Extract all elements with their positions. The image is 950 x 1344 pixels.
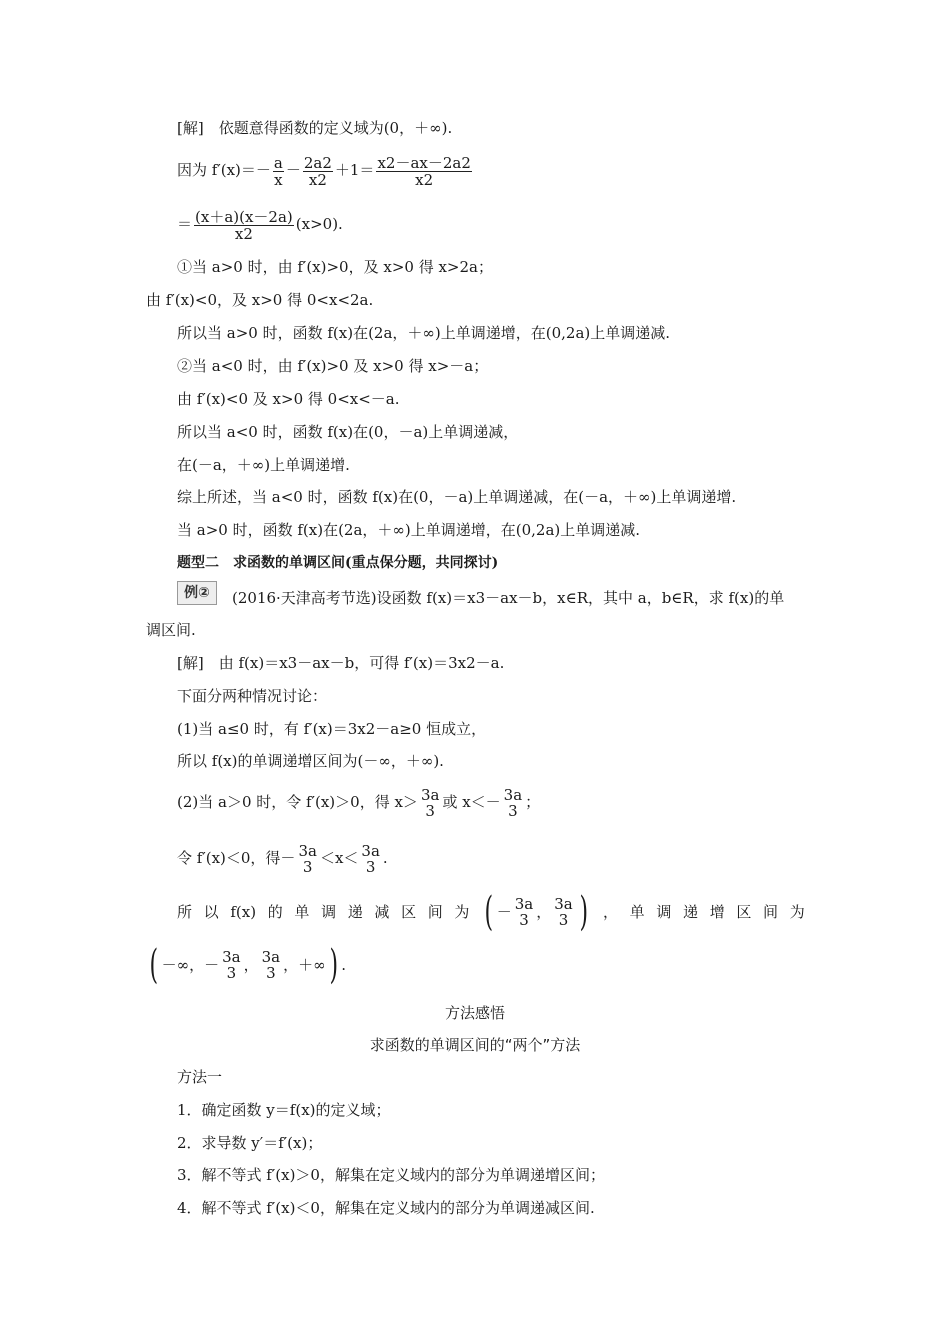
fraction-denominator: 3 (226, 964, 237, 982)
fraction-numerator: x2－ax－2a2 (377, 153, 471, 172)
fraction-numerator: 3a (503, 786, 523, 804)
case-2-conclusion-b: 在(－a，＋∞)上单调递增. (177, 456, 350, 474)
fraction-numerator: 3a (514, 895, 534, 913)
decreasing-interval (481, 889, 591, 935)
case-2-decrease-line: 由 f′(x)<0 及 x>0 得 0<x<－a. (177, 390, 400, 408)
word: 单 (629, 903, 645, 921)
example-solution-line-2: 下面分两种情况讨论： (177, 687, 328, 705)
word: 间 (427, 903, 443, 921)
fraction-denominator: 3 (302, 858, 313, 876)
fraction-numerator: 3a (222, 948, 241, 966)
example-solution-line-4: 所以 f(x)的单调递增区间为(－∞，＋∞). (177, 752, 444, 770)
word: 减 (374, 903, 390, 921)
word: 调 (321, 903, 337, 921)
example-question-line-1: (2016·天津高考节选)设函数 f(x)＝x3－ax－b，x∈R，其中 a，b∈R，求 f(x)的单 (232, 589, 785, 607)
section-heading-type-2: 题型二 求函数的单调区间(重点保分题，共同探讨) (177, 555, 499, 571)
derivative-text-c: ＋1＝ (334, 161, 375, 179)
fraction-denominator: x2 (234, 224, 253, 243)
interval-text-a: －∞，－ (161, 956, 220, 974)
word: 的 (267, 903, 283, 921)
case-1-line: ①当 a>0 时，由 f′(x)>0，及 x>0 得 x>2a； (177, 258, 493, 276)
word: 递 (347, 903, 363, 921)
derivative-text-b: － (285, 161, 301, 179)
method-step-2: 2．求导数 y′＝f′(x)； (177, 1134, 323, 1152)
example-question-line-2: 调区间. (146, 621, 196, 639)
fraction-sqrt3a-over-3 (514, 896, 535, 928)
fraction-numerator: 3a (361, 842, 380, 860)
case-2-conclusion-a: 所以当 a<0 时，函数 f(x)在(0，－a)上单调递减， (177, 423, 519, 441)
fraction-numerator: 3a (298, 842, 317, 860)
solution-line-domain: [解] 依题意得函数的定义域为(0，＋∞). (177, 119, 453, 137)
word: 以 (203, 903, 219, 921)
fraction-denominator: x (274, 170, 283, 189)
fraction-denominator: 3 (266, 964, 276, 982)
derivative-line (177, 152, 474, 188)
word: 为 (454, 903, 470, 921)
inequality-text-a: (2)当 a＞0 时，令 f′(x)＞0，得 x＞ (177, 793, 418, 811)
fraction-denominator: 3 (519, 911, 529, 929)
fraction-denominator: 3 (508, 802, 518, 820)
fraction-sqrt3a-over-3 (297, 843, 318, 875)
inequality-text-c: . (382, 849, 388, 867)
derivative-text-a: 因为 f′(x)＝－ (177, 161, 271, 179)
example-solution-line-7 (177, 889, 805, 935)
method-step-3: 3．解不等式 f′(x)＞0，解集在定义域内的部分为单调递增区间； (177, 1166, 605, 1184)
fraction-sqrt3a-over-3 (420, 787, 441, 819)
case-2-line: ②当 a<0 时，由 f′(x)>0 及 x>0 得 x>－a； (177, 357, 489, 375)
word: 递 (683, 903, 699, 921)
fraction-numerator: 3a (420, 786, 440, 804)
summary-line-1: 综上所述，当 a<0 时，函数 f(x)在(0，－a)上单调递减，在(－a，＋∞)上单调递增. (177, 488, 737, 506)
minus-sign: － (496, 903, 512, 921)
fraction-sqrt3a-over-3 (261, 949, 282, 981)
left-paren: ( (484, 889, 494, 935)
example-solution-line-1: [解] 由 f(x)＝x3－ax－b，可得 f′(x)＝3x2－a. (177, 654, 505, 672)
example-solution-line-8 (146, 942, 347, 988)
case-1-decrease-line: 由 f′(x)<0，及 x>0 得 0<x<2a. (146, 291, 374, 309)
word: 调 (656, 903, 672, 921)
period: . (341, 956, 347, 974)
comma: ， (536, 903, 552, 921)
word: 单 (294, 903, 310, 921)
fraction-denominator: 3 (558, 911, 569, 929)
inequality-text-b: ＜x＜ (319, 849, 359, 867)
fraction-quadratic-over-x2 (376, 155, 471, 188)
word: 所 (177, 903, 193, 921)
example-badge-icon: 例② (177, 581, 217, 605)
word: ， (603, 903, 619, 921)
example-solution-line-3: (1)当 a≤0 时，有 f′(x)＝3x2－a≥0 恒成立， (177, 720, 487, 738)
fraction-sqrt3a-over-3 (360, 843, 381, 875)
domain-condition: (x>0). (295, 215, 343, 233)
fraction-numerator: 3a (261, 948, 281, 966)
case-1-conclusion: 所以当 a>0 时，函数 f(x)在(2a，＋∞)上单调递增，在(0,2a)上单调递减. (177, 324, 671, 342)
comma: ， (243, 956, 259, 974)
method-one-heading: 方法一 (177, 1068, 223, 1086)
inequality-text-a: 令 f′(x)＜0，得－ (177, 849, 296, 867)
word: 为 (789, 903, 805, 921)
inequality-text-b: 或 x＜－ (442, 793, 501, 811)
word: f(x) (230, 903, 257, 921)
fraction-sqrt3a-over-3 (221, 949, 242, 981)
word: 增 (709, 903, 725, 921)
fraction-sqrt3a-over-3 (503, 787, 524, 819)
word: 区 (401, 903, 417, 921)
method-step-4: 4．解不等式 f′(x)＜0，解集在定义域内的部分为单调递减区间. (177, 1199, 595, 1217)
left-paren: ( (149, 942, 159, 988)
fraction-numerator: 3a (554, 895, 573, 913)
equals-sign: ＝ (177, 215, 193, 233)
word: 间 (763, 903, 779, 921)
fraction-a-over-x (273, 155, 284, 188)
example-solution-line-6 (177, 840, 388, 876)
right-paren: ) (579, 889, 588, 935)
fraction-numerator: a (273, 153, 283, 172)
method-subtitle: 求函数的单调区间的“两个”方法 (369, 1036, 581, 1054)
right-paren: ) (329, 942, 338, 988)
method-step-1: 1．确定函数 y＝f(x)的定义域； (177, 1101, 391, 1119)
fraction-2a2-over-x2 (303, 155, 333, 188)
fraction-denominator: 3 (425, 802, 435, 820)
fraction-numerator: 2a2 (303, 153, 332, 172)
summary-line-2: 当 a>0 时，函数 f(x)在(2a，＋∞)上单调递增，在(0,2a)上单调递减. (177, 521, 641, 539)
fraction-denominator: x2 (415, 170, 434, 189)
interval-text-c: ，＋∞ (283, 956, 326, 974)
fraction-factored (194, 209, 294, 242)
factored-derivative-line (177, 206, 343, 242)
inequality-text-c: ； (525, 793, 541, 811)
fraction-denominator: 3 (365, 858, 376, 876)
method-title: 方法感悟 (444, 1004, 505, 1022)
word: 区 (736, 903, 752, 921)
fraction-sqrt3a-over-3 (553, 896, 574, 928)
fraction-numerator: (x＋a)(x－2a) (195, 207, 293, 226)
example-solution-line-5 (177, 784, 540, 820)
fraction-denominator: x2 (308, 170, 327, 189)
